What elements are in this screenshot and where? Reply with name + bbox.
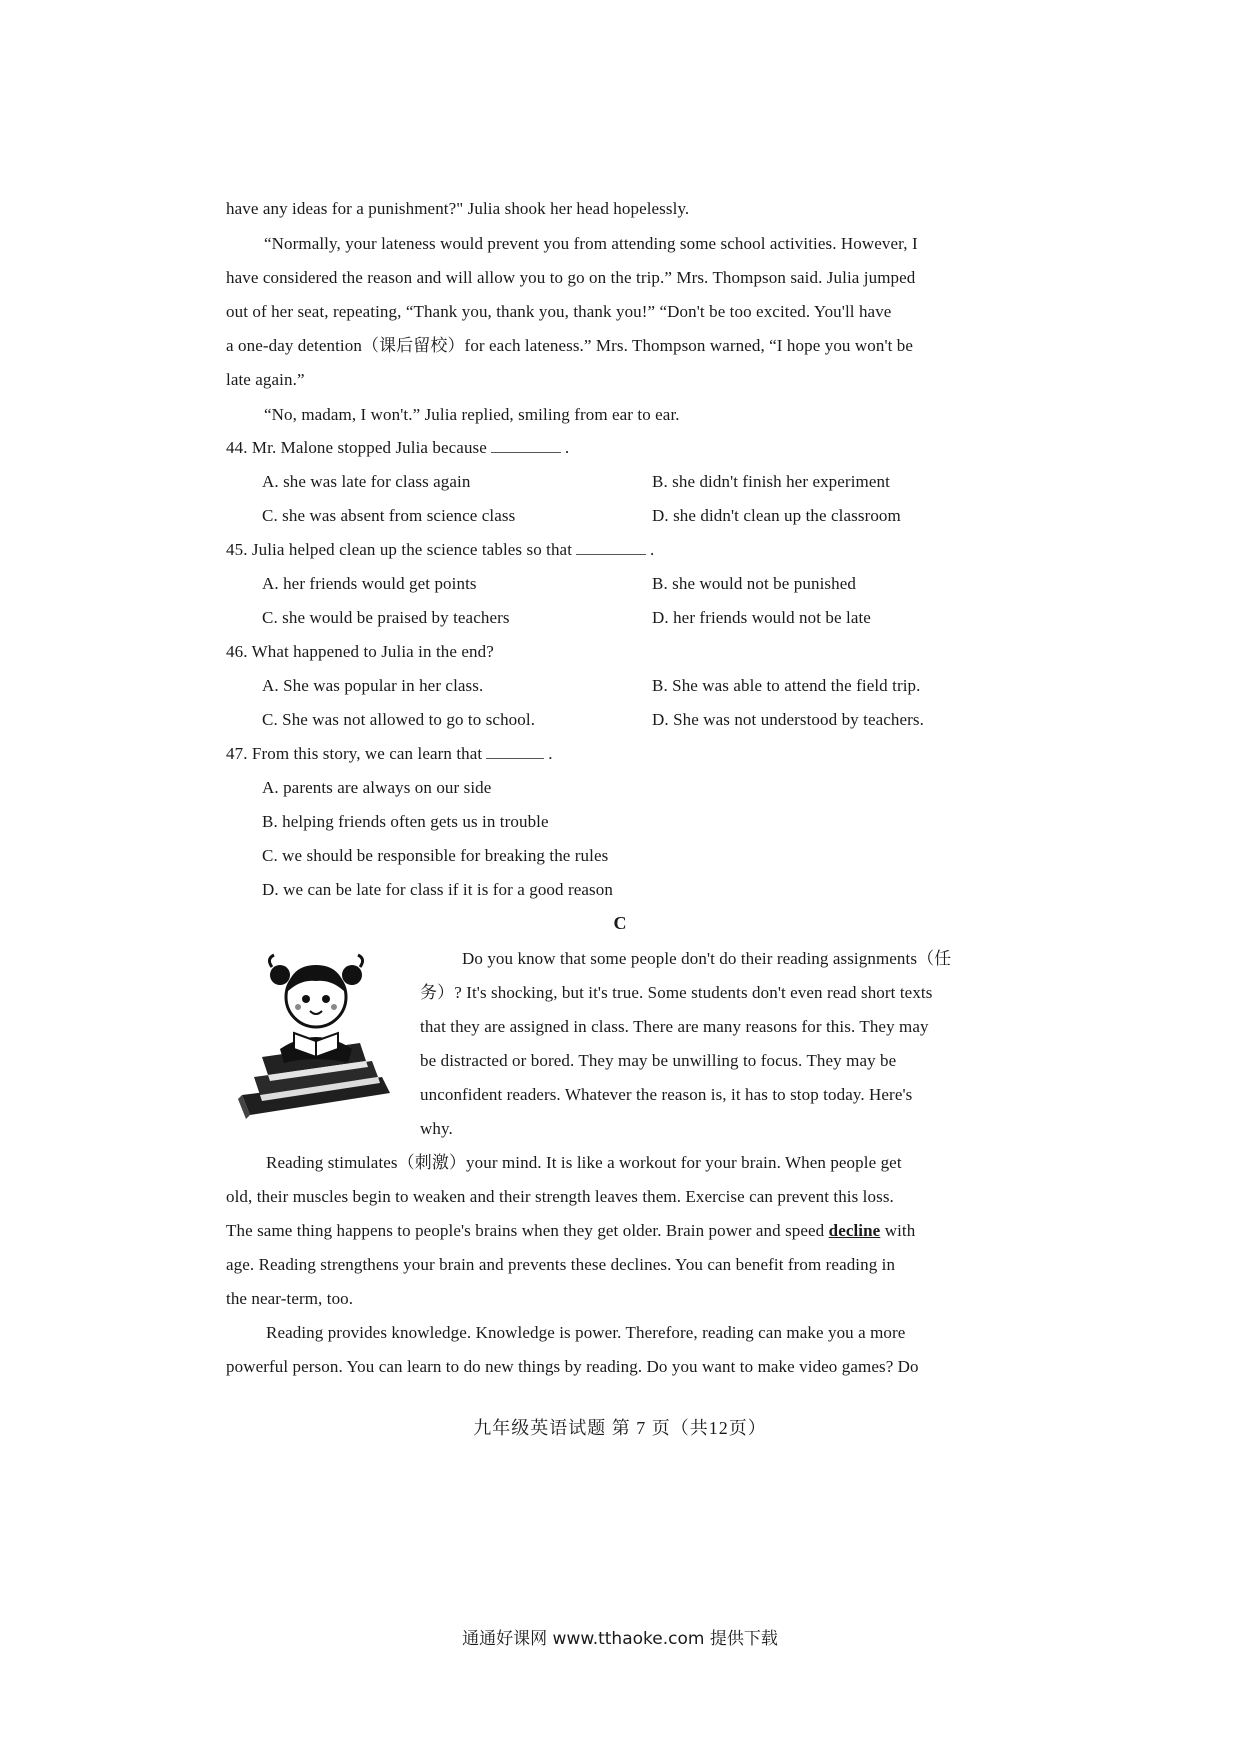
question-44-stem: 44. Mr. Malone stopped Julia because . [226, 438, 570, 457]
passage-b-line: have considered the reason and will allow you to go on the trip.” Mrs. Thompson said. Julia jumped [226, 268, 916, 287]
passage-b-line: out of her seat, repeating, “Thank you, thank you, thank you!” “Don't be too excited. You'll have [226, 302, 892, 321]
section-c-paragraph-line: the near-term, too. [226, 1289, 354, 1308]
section-c-paragraph-line: Reading stimulates（刺激）your mind. It is like a workout for your brain. When people get [266, 1153, 902, 1172]
question-44-option-a: A. she was late for class again [262, 472, 471, 491]
question-44-option-b: B. she didn't finish her experiment [652, 472, 890, 491]
question-46-option-a: A. She was popular in her class. [262, 676, 484, 695]
keyword-decline: decline [828, 1221, 881, 1240]
section-c-intro-line: unconfident readers. Whatever the reason is, it has to stop today. Here's [420, 1085, 913, 1104]
section-c-paragraph-line: old, their muscles begin to weaken and their strength leaves them. Exercise can prevent this loss. [226, 1187, 894, 1206]
question-47-option-a: A. parents are always on our side [262, 778, 492, 797]
section-c-paragraph-line: powerful person. You can learn to do new things by reading. Do you want to make video games? Do [226, 1357, 919, 1376]
question-45-option-a: A. her friends would get points [262, 574, 477, 593]
passage-b-line: a one-day detention（课后留校）for each lateness.” Mrs. Thompson warned, “I hope you won't be [226, 336, 914, 355]
question-47-stem: 47. From this story, we can learn that . [226, 744, 553, 763]
question-44-option-c: C. she was absent from science class [262, 506, 516, 525]
question-46-option-c: C. She was not allowed to go to school. [262, 710, 536, 729]
passage-b-line: have any ideas for a punishment?" Julia shook her head hopelessly. [226, 199, 690, 218]
page-number-label: 九年级英语试题 第 7 页（共12页） [473, 1418, 767, 1438]
question-45-stem: 45. Julia helped clean up the science tables so that . [226, 540, 655, 559]
passage-b-line: late again.” [226, 370, 305, 389]
section-c-paragraph-line: The same thing happens to people's brains when they get older. Brain power and speed decline with [226, 1221, 916, 1240]
section-c-intro-line: Do you know that some people don't do their reading assignments（任 [462, 949, 952, 968]
section-c-paragraph-line: Reading provides knowledge. Knowledge is power. Therefore, reading can make you a more [266, 1323, 906, 1342]
section-c-intro-line: 务）? It's shocking, but it's true. Some students don't even read short texts [420, 983, 933, 1002]
question-45-option-b: B. she would not be punished [652, 574, 856, 593]
question-45-option-d: D. her friends would not be late [652, 608, 871, 627]
question-46-option-b: B. She was able to attend the field trip. [652, 676, 921, 695]
girl-reading-books-illustration [232, 945, 400, 1123]
section-c-intro-line: that they are assigned in class. There are many reasons for this. They may [420, 1017, 929, 1036]
question-47-option-d: D. we can be late for class if it is for a good reason [262, 880, 613, 899]
question-44-option-d: D. she didn't clean up the classroom [652, 506, 901, 525]
passage-b-line: “Normally, your lateness would prevent you from attending some school activities. However, I [264, 234, 918, 253]
question-45-option-c: C. she would be praised by teachers [262, 608, 510, 627]
question-47-option-c: C. we should be responsible for breaking the rules [262, 846, 609, 865]
download-source-footer: 通通好课网 www.tthaoke.com 提供下载 [462, 1629, 778, 1649]
section-c-intro-line: be distracted or bored. They may be unwilling to focus. They may be [420, 1051, 897, 1070]
question-46-stem: 46. What happened to Julia in the end? [226, 642, 494, 661]
section-c-paragraph-line: age. Reading strengthens your brain and prevents these declines. You can benefit from reading in [226, 1255, 896, 1274]
question-46-option-d: D. She was not understood by teachers. [652, 710, 924, 729]
section-c-heading: C [613, 913, 627, 933]
question-47-option-b: B. helping friends often gets us in trouble [262, 812, 549, 831]
passage-b-line: “No, madam, I won't.” Julia replied, smiling from ear to ear. [264, 405, 680, 424]
section-c-intro-line: why. [420, 1119, 453, 1138]
